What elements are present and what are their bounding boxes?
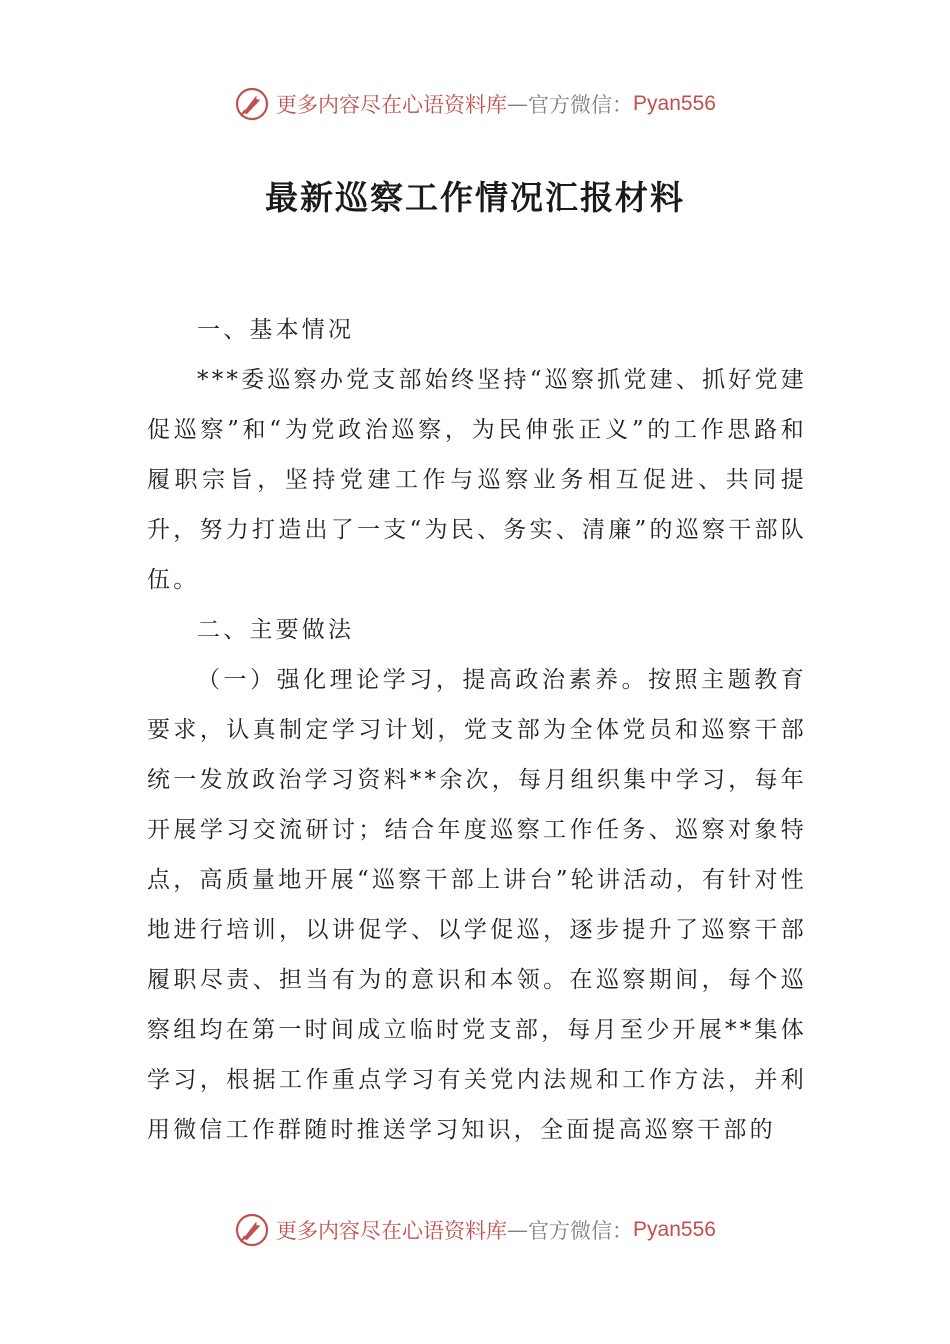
document-body — [147, 305, 807, 1155]
paragraph-theory-study: （一）强化理论学习，提高政治素养。按照主题教育要求，认真制定学习计划，党支部为全体党员和巡察干部统一发放政治学习资料**余次，每月组织集中学习，每年开展学习交流研讨；结合年度巡察工作任务、巡察对象特点，高质量地开展“巡察干部上讲台”轮讲活动，有针对性地进行培训，以讲促学、以学促巡，逐步提升了巡察干部履职尽责、担当有为的意识和本领。在巡察期间，每个巡察组均在第一时间成立临时党支部，每月至少开展**集体学习，根据工作重点学习有关党内法规和工作方法，并利用微信工作群随时推送学习知识，全面提高巡察干部的 — [147, 667, 807, 1143]
watermark-banner-top — [0, 82, 950, 126]
watermark-separator: — — [507, 92, 529, 116]
watermark-site-text: 更多内容尽在心语资料库 — [276, 1219, 508, 1243]
watermark-wechat-label: 官方微信： — [528, 1219, 634, 1243]
section-heading-basic: 一、基本情况 — [197, 317, 355, 343]
watermark-banner-bottom — [0, 1208, 950, 1252]
watermark-wechat-id: Pyan556 — [633, 1218, 716, 1241]
watermark-site-text: 更多内容尽在心语资料库 — [276, 93, 508, 117]
watermark-separator: — — [507, 1218, 529, 1242]
section-heading-methods: 二、主要做法 — [197, 617, 355, 643]
watermark-wechat-label: 官方微信： — [528, 93, 634, 117]
watermark-content — [234, 1212, 716, 1248]
document-title: 最新巡察工作情况汇报材料 — [265, 178, 685, 217]
pen-nib-circle-icon — [234, 1212, 270, 1248]
pen-nib-circle-icon — [234, 86, 270, 122]
paragraph-basic-situation: ***委巡察办党支部始终坚持“巡察抓党建、抓好党建促巡察”和“为党政治巡察，为民伸张正义”的工作思路和履职宗旨，坚持党建工作与巡察业务相互促进、共同提升，努力打造出了一支“为民、务实、清廉”的巡察干部队伍。 — [147, 367, 807, 593]
watermark-content — [234, 86, 716, 122]
watermark-wechat-id: Pyan556 — [633, 92, 716, 115]
